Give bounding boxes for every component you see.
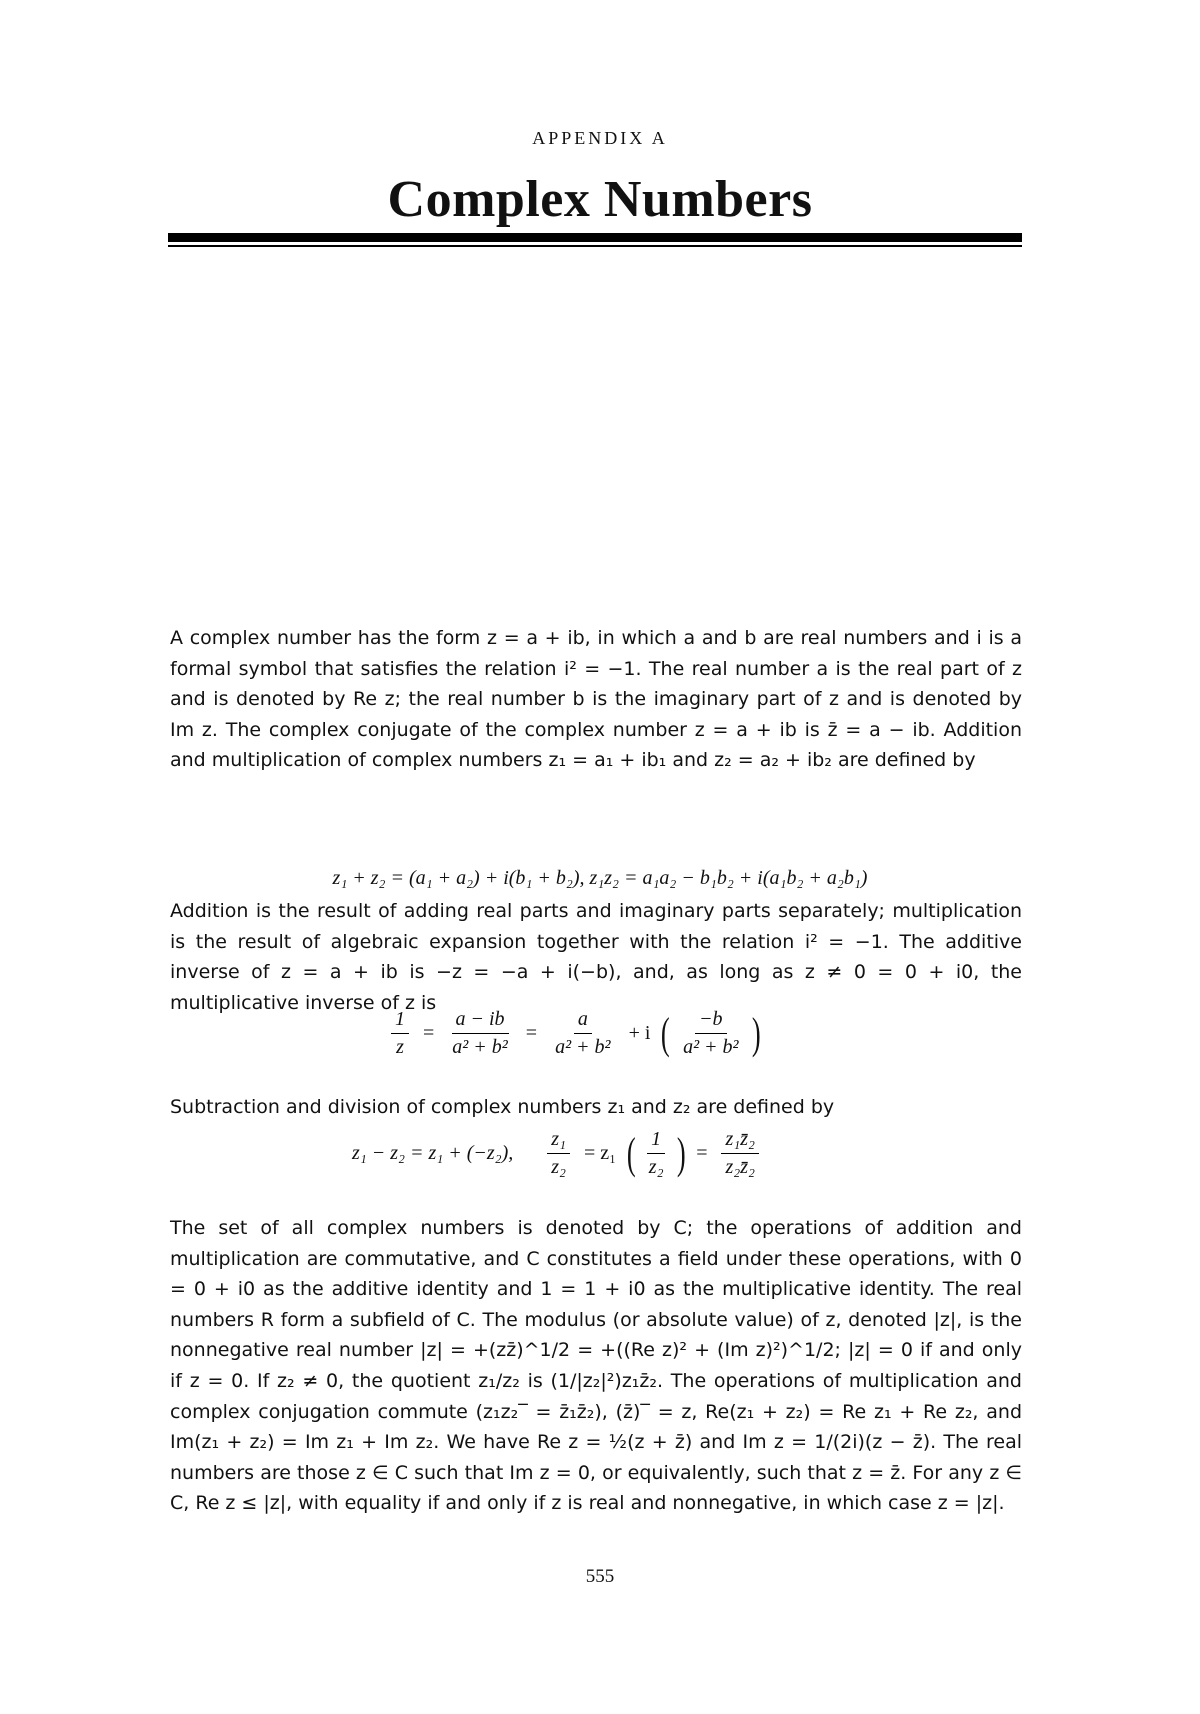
fraction-denominator: z (396, 1036, 404, 1058)
appendix-label: APPENDIX A (532, 128, 668, 148)
title-rule-thin (168, 245, 1022, 247)
fraction-denominator: a² + b² (683, 1036, 739, 1058)
fraction-denominator: z₂ (648, 1156, 664, 1178)
fraction (547, 1128, 570, 1179)
paragraph-subtraction-division (170, 1092, 1022, 1123)
paragraph-text: The set of all complex numbers is denoted by C; the operations of addition and multiplication are commutative, and C constitutes a field under these operations, with 0 = 0 + i0 as the additive identity and 1 = 1 + i0 as the multiplicative identity. The real numbers R form a subfield of C. The modulus (or absolute value) of z, denoted |z|, is the nonnegative real number |z| = +(zz̄)^1/2 = +((Re z)² + (Im z)²)^1/2; |z| = 0 if and only if z = 0. If z₂ ≠ 0, the quotient z₁/z₂ is (1/|z₂|²)z₁z̄₂. The operations of multiplication and complex conjugation commute (z₁z₂‾ = z̄₁z̄₂), (z̄)‾ = z, Re(z₁ + z₂) = Re z₁ + Re z₂, and Im(z₁ + z₂) = Im z₁ + Im z₂. We have Re z = ½(z + z̄) and Im z = 1/(2i)(z − z̄). The real numbers are those z ∈ C such that Im z = 0, or equivalently, such that z = z̄. For any z ∈ C, Re z ≤ |z|, with equality if and only if z is real and nonnegative, in which case z = |z|. (170, 1217, 1022, 1515)
equation-subtraction-division (352, 1128, 765, 1179)
equals-sign: = (696, 1142, 708, 1164)
right-paren: ) (751, 1009, 761, 1058)
fraction-denominator: a² + b² (555, 1036, 611, 1058)
paragraph-text: Addition is the result of adding real parts and imaginary parts separately; multiplication is the result of algebraic expansion together with the relation i² = −1. The additive inverse of z = a + ib is −z = −a + i(−b), and, as long as z ≠ 0 = 0 + i0, the multiplicative inverse of z is (170, 900, 1022, 1014)
middle-expression: = z₁ (584, 1142, 617, 1164)
fraction-numerator: −b (695, 1008, 727, 1034)
fraction (551, 1008, 615, 1059)
fraction-numerator: 1 (391, 1008, 409, 1034)
plus-i: + i (628, 1022, 651, 1044)
fraction (645, 1128, 668, 1179)
fraction-numerator: a (574, 1008, 592, 1034)
chapter-title: Complex Numbers (387, 171, 813, 228)
fraction-numerator: z₁z̄₂ (721, 1128, 758, 1154)
left-paren: ( (661, 1009, 671, 1058)
left-paren: ( (627, 1129, 636, 1178)
fraction (721, 1128, 758, 1179)
fraction-denominator: z₂ (551, 1156, 566, 1178)
paragraph-inverses (170, 896, 1022, 1018)
fraction-numerator: 1 (647, 1128, 665, 1154)
paragraph-field-properties (170, 1213, 1022, 1519)
equation-addition-multiplication: z₁ + z₂ = (a₁ + a₂) + i(b₁ + b₂), z₁z₂ = a₁a₂ − b₁b₂ + i(a₁b₂ + a₂b₁) (332, 867, 868, 889)
page-number: 555 (585, 1566, 615, 1587)
equals-sign: = (423, 1022, 435, 1044)
fraction (679, 1008, 743, 1059)
paragraph-text: Subtraction and division of complex numbers z₁ and z₂ are defined by (170, 1096, 835, 1118)
fraction-denominator: z₂z̄₂ (725, 1156, 755, 1178)
fraction-numerator: a − ib (452, 1008, 509, 1034)
paragraph-text: A complex number has the form z = a + ib, in which a and b are real numbers and i is a formal symbol that satisfies the relation i² = −1. The real number a is the real part of z and is denoted by Re z; the real number b is the imaginary part of z and is denoted by Im z. The complex conjugate of the complex number z = a + ib is z̄ = a − ib. Addition and multiplication of complex numbers z₁ = a₁ + ib₁ and z₂ = a₂ + ib₂ are defined by (170, 627, 1022, 772)
right-paren: ) (676, 1129, 686, 1178)
subtraction-expression: z₁ − z₂ = z₁ + (−z₂), (352, 1142, 514, 1164)
title-rule-thick (168, 233, 1022, 242)
fraction-denominator: a² + b² (452, 1036, 508, 1058)
equation-multiplicative-inverse (385, 1008, 763, 1059)
paragraph-definition (170, 623, 1022, 776)
fraction-numerator: z₁ (547, 1128, 570, 1154)
fraction (391, 1008, 409, 1059)
fraction (448, 1008, 512, 1059)
equals-sign: = (525, 1022, 538, 1044)
